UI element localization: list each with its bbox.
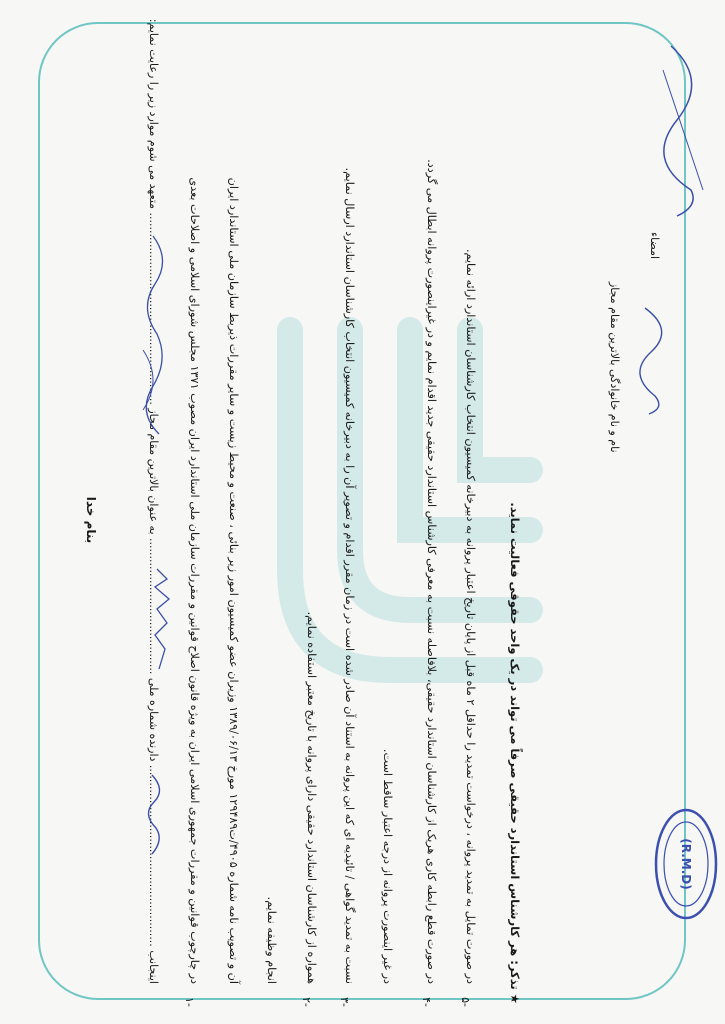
manager-signature — [657, 40, 717, 220]
item-3-line-2: در غیر اینصورت پروانه از درجه اعتبار ساقط است. — [381, 748, 394, 984]
item-2-line-1: همواره از کارشناسان استاندارد حقیقی دارای پروانه با تاریخ معتبر استفاده نمایم. — [305, 611, 318, 984]
item-number: ۵- — [459, 997, 472, 1007]
item-1-line-2: آن و تصویب نامه شماره ۴۹۰۵/ت۱۲۹۴۸۹ مورخ ۱۳۸۹/۰۶/۱۳ وزیران عضو کمیسیون امور زیر بنائی ، صنعت و محیط زیست و سایر مقررات ذیربط سازمان ملی استاندارد ایران — [227, 177, 240, 984]
handwritten-name — [142, 770, 170, 860]
item-number: ۱- — [183, 997, 196, 1007]
note-text: تذکر: هر کارشناس استاندارد حقیقی صرفاً می تواند در یک واحد حقوقی فعالیت نماید. — [508, 502, 522, 990]
item-1-line-3: انجام وظیفه نمایم. — [265, 896, 278, 984]
footer-sign-label: امضاء — [648, 232, 661, 260]
item-number: ۳- — [338, 997, 351, 1007]
item-number: ۲- — [300, 997, 313, 1007]
item-number: ۴- — [420, 997, 433, 1007]
company-stamp — [652, 805, 720, 923]
item-3-line-1: نسبت به تمدید گواهی / تائیدیه ای که این پروانه به استناد آن صادر شده است در زمان مقرر اقدام و تصویر آن را به دبیرخانه کمیسیون انتخاب کارشناسان استاندارد ارسال نمایم. — [343, 167, 356, 984]
handwritten-company-name — [137, 230, 177, 440]
handwritten-national-id — [145, 565, 177, 675]
item-4-line-1: در صورت قطع رابطه کاری هریک از کارشناسان استاندارد حقیقی، بلافاصله نسبت به معرفی کارشناس استاندارد حقیقی جدید اقدام نمایم و در غیراینصورت پروانه ابطال می گردد. — [425, 159, 438, 984]
item-1-line-1: در چارچوب قوانین و مقررات جمهوری اسلامی ایران به ویژه قانون اصلاح قوانین و مقررات سازمان ملی استاندارد ایران مصوب ۱۳۷۱ مجلس شورای اسلامی و اصلاحات بعدی — [188, 177, 201, 984]
footer-signature — [625, 300, 685, 420]
footer-name-label: نام و نام خانوادگی بالاترین مقام مجاز — [608, 282, 621, 453]
document-title: بنام خدا — [84, 496, 98, 544]
note: ★ تذکر: هر کارشناس استاندارد حقیقی صرفاً می تواند در یک واحد حقوقی فعالیت نماید. — [508, 502, 522, 1004]
item-5-line-1: در صورت تمایل به تمدید پروانه ، درخواست تمدید را حداقل ۲ ماه قبل از پایان تاریخ اعتبار پروانه به دبیرخانه کمیسیون انتخاب کارشناسان استاندارد ارائه نمایم. — [464, 248, 477, 984]
stamp-text: (R.M.D) — [679, 838, 693, 890]
pledge-line: اینجانب .................................................... دارنده شماره ملی ....................................... به عنوان بالاترین مقام مجاز ....................................................... متعهد می شوم موارد زیر را رعایت نمایم: — [147, 18, 160, 984]
